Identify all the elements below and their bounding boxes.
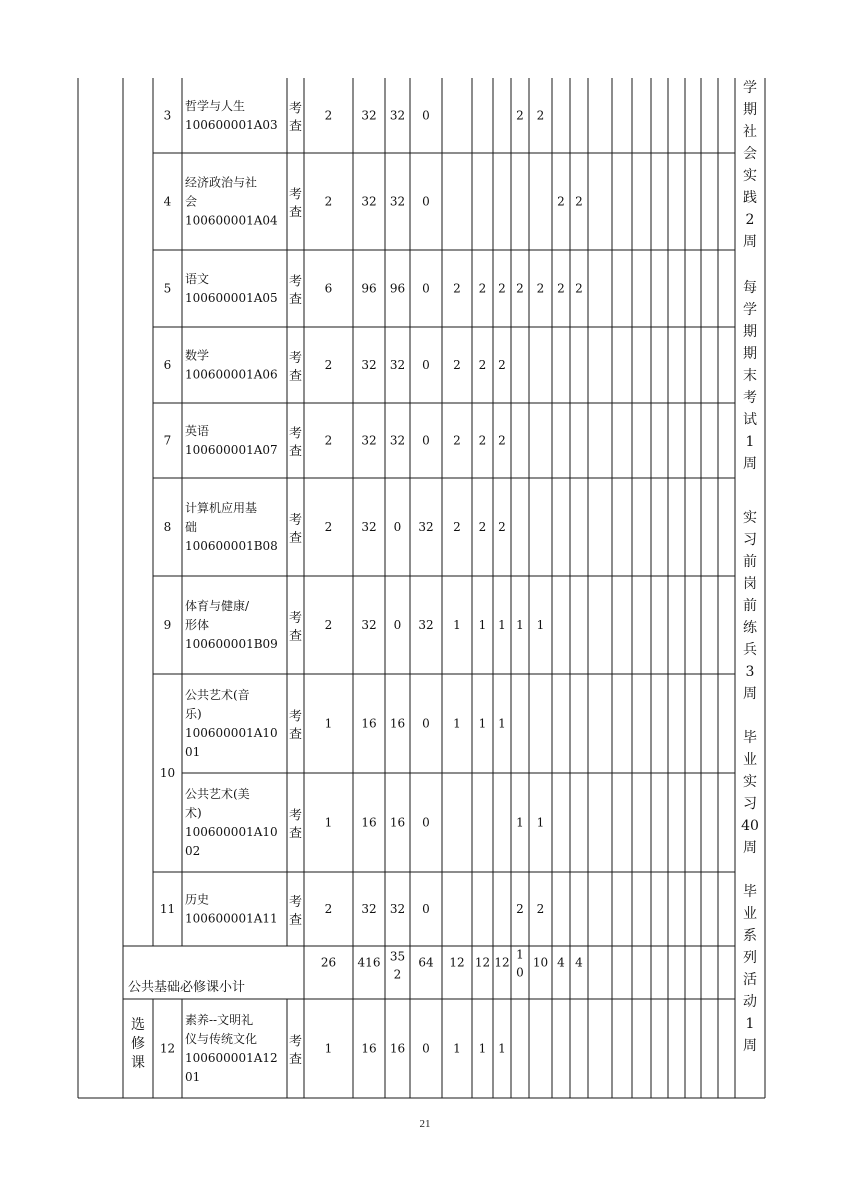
exam-type: 考 bbox=[288, 426, 303, 442]
credits: 2 bbox=[324, 520, 333, 534]
hours-total: 96 bbox=[361, 281, 377, 296]
credits: 2 bbox=[324, 902, 333, 916]
exam-type: 查 bbox=[288, 205, 303, 221]
remark-char: 末 bbox=[743, 368, 757, 384]
term-hours: 2 bbox=[536, 902, 545, 916]
course-name: 础 bbox=[185, 520, 198, 534]
hours-total: 16 bbox=[361, 815, 377, 830]
remark-char: 考 bbox=[743, 390, 757, 406]
exam-type: 考 bbox=[288, 611, 303, 626]
term-hours: 1 bbox=[516, 618, 524, 632]
subtotal-term: 12 bbox=[494, 955, 510, 970]
hours-practice: 0 bbox=[422, 902, 430, 916]
hours-total: 32 bbox=[361, 194, 377, 209]
elective-exam: 考 bbox=[288, 1034, 303, 1050]
elective-name: 100600001A12 bbox=[185, 1051, 278, 1065]
term-hours: 2 bbox=[478, 281, 487, 296]
exam-type: 考 bbox=[288, 351, 303, 366]
term-hours: 1 bbox=[536, 815, 545, 830]
remark-char: 活 bbox=[743, 972, 757, 988]
hours-theory: 32 bbox=[389, 194, 406, 209]
subtotal-term: 1 bbox=[516, 947, 524, 962]
elective-name: 仪与传统文化 bbox=[185, 1032, 258, 1046]
remark-char: 期 bbox=[743, 102, 757, 118]
remark-char: 践 bbox=[743, 190, 757, 206]
credits: 2 bbox=[324, 108, 333, 123]
hours-theory: 32 bbox=[389, 108, 406, 123]
exam-type: 考 bbox=[288, 101, 303, 117]
elective-term: 1 bbox=[498, 1041, 506, 1056]
hours-total: 32 bbox=[361, 902, 377, 916]
remark-char: 习 bbox=[743, 532, 757, 548]
hours-practice: 0 bbox=[422, 716, 430, 731]
hours-practice: 32 bbox=[418, 618, 434, 632]
term-hours: 2 bbox=[575, 194, 583, 209]
course-name: 经济政治与社 bbox=[185, 175, 258, 190]
credits: 6 bbox=[324, 281, 333, 296]
term-hours: 2 bbox=[478, 520, 487, 534]
term-hours: 1 bbox=[478, 716, 487, 731]
term-hours: 2 bbox=[498, 433, 506, 448]
elective-category: 修 bbox=[131, 1036, 145, 1052]
term-hours: 2 bbox=[557, 281, 565, 296]
hours-theory: 0 bbox=[393, 520, 402, 534]
remark-char: 毕 bbox=[743, 884, 757, 900]
course-name: 哲学与人生 bbox=[185, 99, 246, 113]
exam-type: 考 bbox=[288, 274, 303, 290]
term-hours: 2 bbox=[516, 902, 524, 916]
course-no: 3 bbox=[163, 108, 172, 123]
subtotal-term: 12 bbox=[449, 955, 465, 970]
course-name: 100600001A11 bbox=[185, 911, 278, 926]
subtotal-hours-theory: 35 bbox=[389, 949, 406, 964]
exam-type: 考 bbox=[288, 513, 303, 528]
elective-category: 课 bbox=[131, 1055, 145, 1071]
exam-type: 考 bbox=[288, 187, 303, 203]
remark-char: 1 bbox=[745, 1016, 755, 1032]
remark-char: 学 bbox=[743, 80, 757, 96]
hours-total: 32 bbox=[361, 358, 377, 372]
elective-name: 素养--文明礼 bbox=[185, 1013, 254, 1027]
hours-total: 32 bbox=[361, 433, 377, 448]
course-name: 100600001B08 bbox=[185, 539, 278, 553]
course-no: 8 bbox=[163, 520, 172, 534]
term-hours: 2 bbox=[453, 520, 461, 534]
course-name: 100600001A10 bbox=[185, 726, 278, 740]
subtotal-term: 0 bbox=[516, 965, 524, 980]
exam-type: 查 bbox=[288, 629, 303, 644]
course-name: 公共艺术(音 bbox=[185, 688, 250, 702]
credits: 1 bbox=[324, 716, 333, 731]
course-name: 计算机应用基 bbox=[185, 501, 258, 515]
subtotal-hours-practice: 64 bbox=[418, 955, 434, 970]
course-name: 历史 bbox=[185, 892, 210, 907]
term-hours: 2 bbox=[498, 358, 506, 372]
exam-type: 查 bbox=[288, 369, 303, 384]
remark-char: 业 bbox=[743, 752, 757, 768]
term-hours: 1 bbox=[478, 618, 487, 632]
remark-char: 试 bbox=[743, 412, 757, 428]
exam-type: 考 bbox=[288, 895, 303, 910]
table-cells bbox=[128, 80, 759, 1084]
remark-char: 期 bbox=[743, 324, 757, 340]
credits: 2 bbox=[324, 433, 333, 448]
exam-type: 查 bbox=[288, 119, 303, 135]
course-name: 02 bbox=[185, 844, 201, 858]
remark-char: 习 bbox=[743, 796, 757, 812]
remark-char: 2 bbox=[745, 212, 755, 228]
term-hours: 2 bbox=[478, 433, 487, 448]
remark-char: 实 bbox=[743, 510, 757, 526]
subtotal-term: 4 bbox=[575, 955, 583, 970]
hours-total: 32 bbox=[361, 108, 377, 123]
remark-char: 会 bbox=[743, 146, 757, 162]
remark-char: 1 bbox=[745, 434, 755, 450]
term-hours: 2 bbox=[557, 194, 565, 209]
term-hours: 1 bbox=[453, 618, 461, 632]
course-name: 01 bbox=[185, 745, 201, 759]
exam-type: 考 bbox=[288, 808, 303, 824]
exam-type: 查 bbox=[288, 826, 303, 842]
course-name: 100600001A05 bbox=[185, 291, 278, 305]
subtotal-hours-theory: 2 bbox=[393, 967, 402, 982]
remark-char: 前 bbox=[743, 554, 757, 570]
elective-exam: 查 bbox=[288, 1052, 303, 1068]
exam-type: 查 bbox=[288, 913, 303, 928]
remark-char: 实 bbox=[743, 774, 757, 790]
term-hours: 1 bbox=[536, 618, 545, 632]
elective-category: 选 bbox=[131, 1017, 145, 1033]
term-hours: 2 bbox=[453, 281, 461, 296]
hours-theory: 16 bbox=[389, 815, 406, 830]
elective-term: 1 bbox=[453, 1041, 461, 1056]
term-hours: 2 bbox=[575, 281, 583, 296]
remark-char: 周 bbox=[743, 456, 757, 472]
course-name: 乐) bbox=[185, 707, 202, 721]
course-no: 9 bbox=[163, 618, 172, 632]
remark-char: 社 bbox=[743, 124, 757, 140]
credits: 2 bbox=[324, 618, 333, 632]
term-hours: 2 bbox=[516, 108, 524, 123]
course-name: 形体 bbox=[185, 618, 210, 632]
hours-practice: 0 bbox=[422, 281, 430, 296]
term-hours: 2 bbox=[498, 281, 506, 296]
course-name: 100600001A07 bbox=[185, 443, 278, 457]
term-hours: 2 bbox=[536, 281, 545, 296]
course-name: 数学 bbox=[185, 348, 210, 363]
course-name: 语文 bbox=[185, 272, 210, 286]
table-grid bbox=[78, 78, 765, 1098]
elective-hours-theory: 16 bbox=[389, 1041, 406, 1056]
remark-char: 周 bbox=[743, 840, 757, 856]
course-no: 11 bbox=[159, 902, 176, 916]
page-number: 21 bbox=[419, 1118, 431, 1130]
course-name: 100600001A10 bbox=[185, 825, 278, 839]
remark-char: 系 bbox=[743, 928, 757, 944]
elective-no: 12 bbox=[159, 1041, 176, 1056]
term-hours: 1 bbox=[516, 815, 524, 830]
term-hours: 2 bbox=[453, 358, 461, 372]
hours-theory: 32 bbox=[389, 902, 406, 916]
term-hours: 2 bbox=[498, 520, 506, 534]
hours-practice: 0 bbox=[422, 194, 430, 209]
course-name: 100600001A03 bbox=[185, 118, 278, 132]
course-no: 10 bbox=[159, 766, 176, 780]
remark-char: 期 bbox=[743, 346, 757, 362]
remark-char: 兵 bbox=[743, 642, 757, 658]
exam-type: 查 bbox=[288, 531, 303, 546]
term-hours: 2 bbox=[478, 358, 487, 372]
elective-credits: 1 bbox=[324, 1041, 333, 1056]
hours-theory: 96 bbox=[389, 281, 406, 296]
credits: 2 bbox=[324, 194, 333, 209]
remark-char: 周 bbox=[743, 686, 757, 702]
course-name: 公共艺术(美 bbox=[185, 787, 250, 801]
remark-char: 40 bbox=[741, 818, 759, 834]
elective-hours-practice: 0 bbox=[422, 1041, 430, 1056]
exam-type: 查 bbox=[288, 727, 303, 743]
course-no: 6 bbox=[163, 358, 172, 372]
term-hours: 2 bbox=[536, 108, 545, 123]
exam-type: 查 bbox=[288, 292, 303, 308]
subtotal-hours-total: 416 bbox=[357, 955, 381, 970]
subtotal-term: 4 bbox=[557, 955, 565, 970]
term-hours: 2 bbox=[516, 281, 524, 296]
remark-char: 练 bbox=[743, 620, 757, 636]
subtotal-credits: 26 bbox=[320, 955, 337, 970]
course-name: 100600001B09 bbox=[185, 637, 278, 651]
hours-theory: 0 bbox=[393, 618, 402, 632]
remark-char: 岗 bbox=[743, 576, 757, 592]
remark-char: 毕 bbox=[743, 730, 757, 746]
course-name: 100600001A06 bbox=[185, 367, 278, 382]
hours-theory: 32 bbox=[389, 358, 406, 372]
remark-char: 业 bbox=[743, 906, 757, 922]
remark-char: 动 bbox=[743, 994, 757, 1010]
course-no: 5 bbox=[163, 281, 172, 296]
hours-total: 16 bbox=[361, 716, 377, 731]
course-name: 英语 bbox=[185, 424, 210, 438]
hours-practice: 0 bbox=[422, 358, 430, 372]
hours-theory: 16 bbox=[389, 716, 406, 731]
subtotal-label: 公共基础必修课小计 bbox=[128, 980, 246, 995]
remark-char: 列 bbox=[743, 950, 757, 966]
course-no: 7 bbox=[163, 433, 172, 448]
elective-hours-total: 16 bbox=[361, 1041, 377, 1056]
subtotal-term: 10 bbox=[532, 955, 549, 970]
course-no: 4 bbox=[163, 194, 172, 209]
hours-practice: 0 bbox=[422, 108, 430, 123]
course-name: 100600001A04 bbox=[185, 213, 278, 228]
hours-theory: 32 bbox=[389, 433, 406, 448]
credits: 2 bbox=[324, 358, 333, 372]
credits: 1 bbox=[324, 815, 333, 830]
exam-type: 查 bbox=[288, 444, 303, 460]
course-name: 术) bbox=[185, 806, 202, 820]
remark-char: 周 bbox=[743, 1038, 757, 1054]
subtotal-term: 12 bbox=[474, 955, 491, 970]
exam-type: 考 bbox=[288, 709, 303, 725]
remark-char: 前 bbox=[743, 598, 757, 614]
remark-char: 实 bbox=[743, 168, 757, 184]
term-hours: 2 bbox=[453, 433, 461, 448]
term-hours: 1 bbox=[498, 716, 506, 731]
hours-practice: 32 bbox=[418, 520, 434, 534]
course-name: 会 bbox=[185, 194, 198, 209]
course-name: 体育与健康/ bbox=[185, 599, 250, 613]
remark-char: 3 bbox=[745, 664, 755, 680]
hours-total: 32 bbox=[361, 618, 377, 632]
hours-total: 32 bbox=[361, 520, 377, 534]
hours-practice: 0 bbox=[422, 815, 430, 830]
term-hours: 1 bbox=[498, 618, 506, 632]
elective-term: 1 bbox=[478, 1041, 487, 1056]
term-hours: 1 bbox=[453, 716, 461, 731]
hours-practice: 0 bbox=[422, 433, 430, 448]
remark-char: 每 bbox=[743, 280, 757, 296]
remark-char: 学 bbox=[743, 302, 757, 318]
elective-name: 01 bbox=[185, 1070, 201, 1084]
remark-char: 周 bbox=[743, 234, 757, 250]
